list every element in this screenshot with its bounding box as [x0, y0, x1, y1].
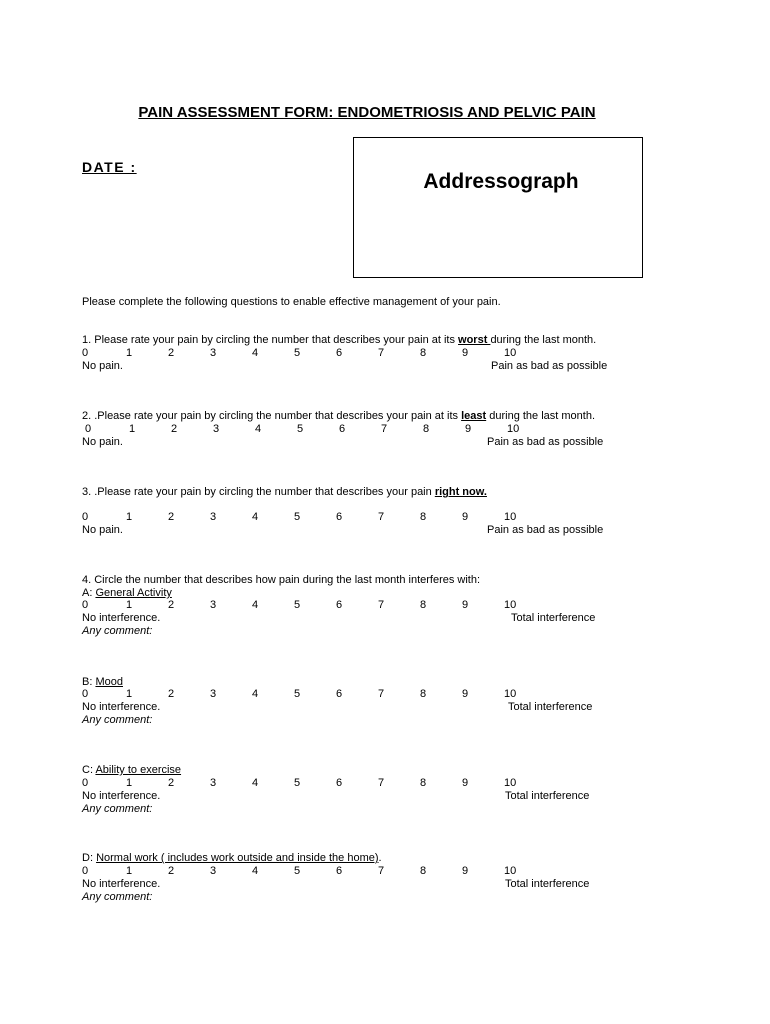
scale-option-7[interactable]: 7 — [378, 347, 385, 359]
scale-option-6[interactable]: 6 — [336, 347, 343, 359]
scale-option-4[interactable]: 4 — [252, 511, 259, 523]
q1-high-label: Pain as bad as possible — [491, 360, 608, 372]
scale-option-2[interactable]: 2 — [168, 777, 175, 789]
scale-option-2[interactable]: 2 — [168, 865, 175, 877]
q4c-high-label: Total interference — [505, 790, 590, 802]
q4a-high-label: Total interference — [511, 612, 596, 624]
scale-option-4[interactable]: 4 — [252, 777, 259, 789]
q4a-low-label: No interference. — [82, 612, 161, 624]
q1-question: 1. Please rate your pain by circling the number that describes your pain at its worst during the last month. — [82, 334, 597, 346]
scale-option-10[interactable]: 10 — [504, 599, 517, 611]
q4d-low-label: No interference. — [82, 878, 161, 890]
scale-option-1[interactable]: 1 — [126, 777, 133, 789]
q3-high-label: Pain as bad as possible — [487, 524, 604, 536]
q4b-comment-label: Any comment: — [82, 714, 153, 726]
scale-option-4[interactable]: 4 — [255, 423, 262, 435]
q4d-high-label: Total interference — [505, 878, 590, 890]
scale-option-1[interactable]: 1 — [126, 599, 133, 611]
scale-option-9[interactable]: 9 — [462, 511, 469, 523]
scale-option-0[interactable]: 0 — [82, 777, 89, 789]
scale-option-5[interactable]: 5 — [294, 347, 301, 359]
scale-option-9[interactable]: 9 — [462, 688, 469, 700]
scale-option-0[interactable]: 0 — [82, 511, 89, 523]
q4a-label: A: General Activity — [82, 587, 172, 599]
scale-option-4[interactable]: 4 — [252, 688, 259, 700]
scale-option-1[interactable]: 1 — [126, 865, 133, 877]
scale-option-6[interactable]: 6 — [336, 777, 343, 789]
scale-option-5[interactable]: 5 — [294, 511, 301, 523]
scale-option-0[interactable]: 0 — [82, 347, 89, 359]
scale-option-6[interactable]: 6 — [336, 865, 343, 877]
scale-option-6[interactable]: 6 — [336, 511, 343, 523]
scale-option-5[interactable]: 5 — [294, 599, 301, 611]
scale-option-7[interactable]: 7 — [378, 511, 385, 523]
intro-text: Please complete the following questions to enable effective management of your pain. — [82, 296, 501, 308]
scale-option-2[interactable]: 2 — [168, 688, 175, 700]
date-label: DATE : — [82, 159, 137, 175]
scale-option-10[interactable]: 10 — [504, 777, 517, 789]
scale-option-3[interactable]: 3 — [210, 511, 217, 523]
scale-option-7[interactable]: 7 — [378, 865, 385, 877]
scale-option-5[interactable]: 5 — [297, 423, 304, 435]
scale-option-8[interactable]: 8 — [420, 865, 427, 877]
scale-option-0[interactable]: 0 — [82, 599, 89, 611]
scale-option-3[interactable]: 3 — [210, 347, 217, 359]
scale-option-9[interactable]: 9 — [462, 599, 469, 611]
scale-option-3[interactable]: 3 — [210, 599, 217, 611]
form-title: PAIN ASSESSMENT FORM: ENDOMETRIOSIS AND PELVIC PAIN — [138, 104, 596, 121]
scale-option-5[interactable]: 5 — [294, 777, 301, 789]
q3-low-label: No pain. — [82, 524, 123, 536]
q4b-high-label: Total interference — [508, 701, 593, 713]
scale-option-10[interactable]: 10 — [504, 511, 517, 523]
scale-option-2[interactable]: 2 — [168, 511, 175, 523]
scale-option-3[interactable]: 3 — [210, 688, 217, 700]
scale-option-3[interactable]: 3 — [213, 423, 220, 435]
q4c-label: C: Ability to exercise — [82, 764, 182, 776]
scale-option-0[interactable]: 0 — [82, 688, 89, 700]
scale-option-10[interactable]: 10 — [504, 688, 517, 700]
scale-option-6[interactable]: 6 — [336, 688, 343, 700]
q4b-label: B: Mood — [82, 676, 123, 688]
scale-option-10[interactable]: 10 — [504, 865, 517, 877]
scale-option-0[interactable]: 0 — [82, 865, 89, 877]
scale-option-8[interactable]: 8 — [420, 777, 427, 789]
q2-question: 2. .Please rate your pain by circling the number that describes your pain at its least during the last month. — [82, 410, 596, 422]
scale-option-10[interactable]: 10 — [504, 347, 517, 359]
q1-low-label: No pain. — [82, 360, 123, 372]
scale-option-9[interactable]: 9 — [462, 865, 469, 877]
scale-option-4[interactable]: 4 — [252, 599, 259, 611]
scale-option-8[interactable]: 8 — [420, 511, 427, 523]
q4d-label: D: Normal work ( includes work outside and inside the home). — [82, 852, 382, 864]
scale-option-4[interactable]: 4 — [252, 865, 259, 877]
q4d-comment-label: Any comment: — [82, 891, 153, 903]
scale-option-6[interactable]: 6 — [339, 423, 346, 435]
scale-option-2[interactable]: 2 — [168, 347, 175, 359]
scale-option-8[interactable]: 8 — [420, 347, 427, 359]
scale-option-9[interactable]: 9 — [462, 777, 469, 789]
scale-option-8[interactable]: 8 — [420, 688, 427, 700]
scale-option-6[interactable]: 6 — [336, 599, 343, 611]
scale-option-2[interactable]: 2 — [168, 599, 175, 611]
q4-heading: 4. Circle the number that describes how pain during the last month interferes with: — [82, 574, 481, 586]
scale-option-7[interactable]: 7 — [381, 423, 388, 435]
scale-option-5[interactable]: 5 — [294, 865, 301, 877]
scale-option-10[interactable]: 10 — [507, 423, 520, 435]
q4b-low-label: No interference. — [82, 701, 161, 713]
scale-option-2[interactable]: 2 — [171, 423, 178, 435]
scale-option-3[interactable]: 3 — [210, 865, 217, 877]
q3-question: 3. .Please rate your pain by circling the number that describes your pain right now. — [82, 486, 487, 498]
q2-high-label: Pain as bad as possible — [487, 436, 604, 448]
scale-option-7[interactable]: 7 — [378, 599, 385, 611]
scale-option-4[interactable]: 4 — [252, 347, 259, 359]
addressograph-label: Addressograph — [423, 170, 579, 193]
scale-option-8[interactable]: 8 — [423, 423, 430, 435]
addressograph-box — [353, 137, 643, 278]
scale-option-8[interactable]: 8 — [420, 599, 427, 611]
scale-option-5[interactable]: 5 — [294, 688, 301, 700]
q4c-comment-label: Any comment: — [82, 803, 153, 815]
scale-option-1[interactable]: 1 — [129, 423, 136, 435]
q4c-low-label: No interference. — [82, 790, 161, 802]
scale-option-0[interactable]: 0 — [85, 423, 92, 435]
scale-option-1[interactable]: 1 — [126, 347, 133, 359]
q4a-comment-label: Any comment: — [82, 625, 153, 637]
scale-option-9[interactable]: 9 — [462, 347, 469, 359]
q2-low-label: No pain. — [82, 436, 123, 448]
scale-option-7[interactable]: 7 — [378, 688, 385, 700]
scale-option-1[interactable]: 1 — [126, 688, 133, 700]
scale-option-3[interactable]: 3 — [210, 777, 217, 789]
scale-option-7[interactable]: 7 — [378, 777, 385, 789]
scale-option-1[interactable]: 1 — [126, 511, 133, 523]
scale-option-9[interactable]: 9 — [465, 423, 472, 435]
